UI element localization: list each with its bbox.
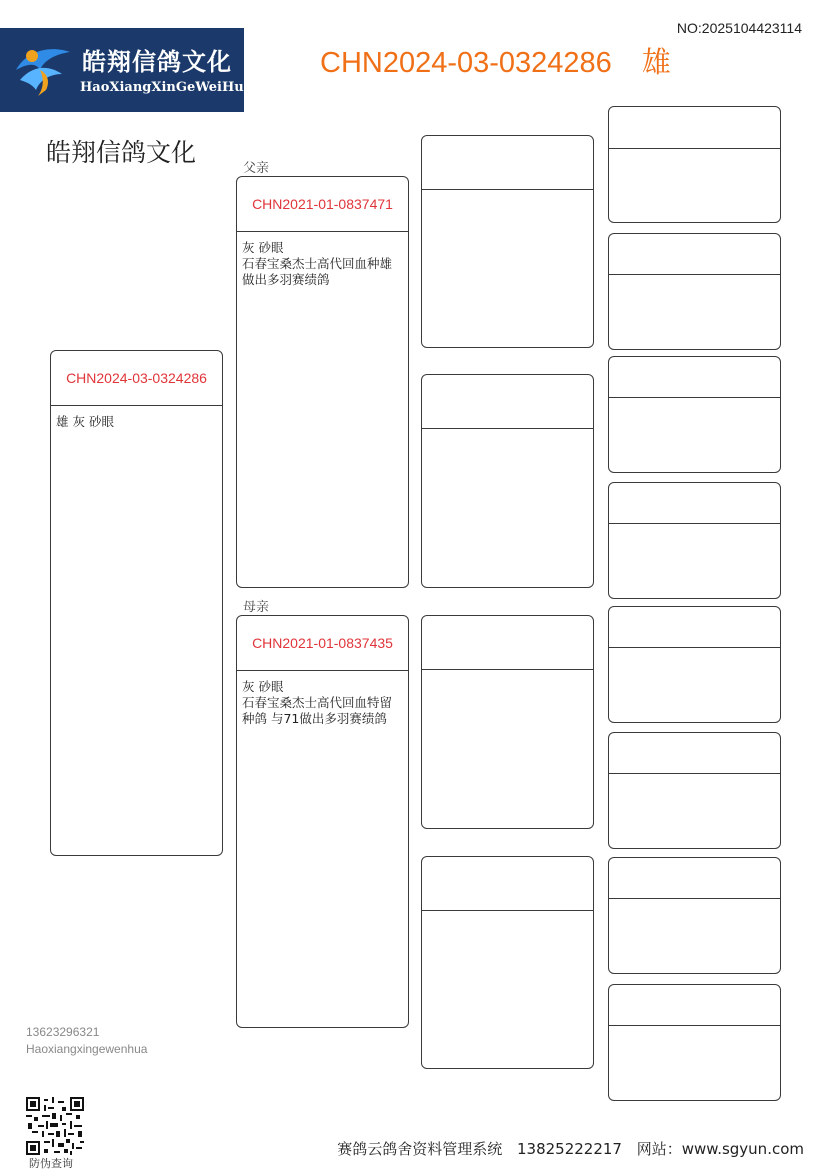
qr-code-icon[interactable] (26, 1097, 84, 1155)
subject-description: 雄 灰 砂眼 (56, 414, 114, 429)
serial-number: NO:2025104423114 (676, 20, 802, 36)
contact-phone: 13623296321 (26, 1025, 100, 1039)
father-ring-number: CHN2021-01-0837471 (237, 177, 408, 232)
mother-description: 灰 砂眼 石春宝桑杰士高代回血特留 种鸽 与71做出多羽赛绩鸽 (242, 679, 393, 726)
footer-phone: 13825222217 (517, 1140, 622, 1158)
father-description: 灰 砂眼 石春宝桑杰士高代回血种雄 做出多羽赛绩鸽 (242, 240, 393, 287)
great-grandparent-card (608, 233, 781, 350)
great-grandparent-card (608, 732, 781, 849)
great-grandparent-card (608, 606, 781, 723)
title-sex: 雄 (641, 47, 671, 79)
qr-label: 防伪查询 (29, 1157, 73, 1170)
grandparent-card (421, 374, 594, 588)
great-grandparent-card (608, 984, 781, 1101)
pigeon-logo-icon (10, 40, 76, 100)
logo-chinese-name: 皓翔信鸽文化 (82, 48, 232, 76)
great-grandparent-card (608, 106, 781, 223)
contact-handle: Haoxiangxingewenhua (26, 1042, 148, 1056)
contact-info (26, 1024, 147, 1058)
footer-system-name: 赛鸽云鸽舍资料管理系统 (337, 1140, 503, 1158)
grandparent-card (421, 135, 594, 348)
great-grandparent-card (608, 857, 781, 974)
mother-card (236, 615, 409, 1028)
logo-banner (0, 28, 253, 112)
page-title (320, 40, 671, 81)
great-grandparent-card (608, 482, 781, 599)
grandparent-card (421, 856, 594, 1069)
logo-english-name: HaoXiangXinGeWeiHua (80, 80, 253, 95)
footer (327, 1138, 804, 1159)
footer-website[interactable]: 网站：www.sgyun.com (636, 1140, 804, 1158)
father-card (236, 176, 409, 588)
mother-ring-number: CHN2021-01-0837435 (237, 616, 408, 671)
title-ring-number: CHN2024-03-0324286 (320, 47, 612, 79)
subject-ring-number: CHN2024-03-0324286 (51, 351, 222, 406)
subject-pigeon-card (50, 350, 223, 856)
mother-label: 母亲 (243, 600, 270, 615)
organization-name: 皓翔信鸽文化 (46, 138, 197, 167)
grandparent-card (421, 615, 594, 829)
father-label: 父亲 (243, 161, 270, 176)
great-grandparent-card (608, 356, 781, 473)
